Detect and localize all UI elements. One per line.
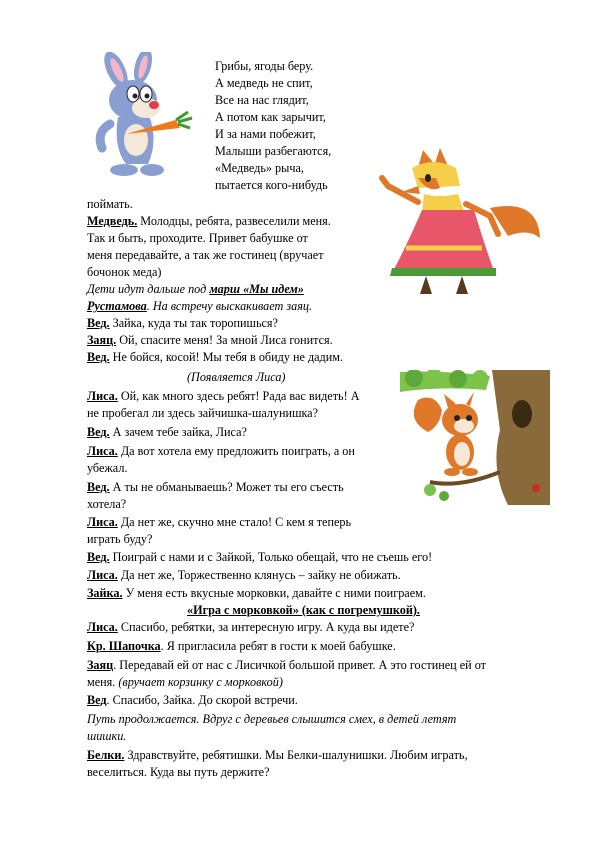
speaker-name: Вед [87, 693, 107, 707]
stage-direction: шишки. [87, 729, 127, 743]
speech-text: Спасибо, ребятки, за интересную игру. А куда вы идете? [117, 620, 415, 634]
stage-direction-text: (вручает корзинку с морковкой) [118, 675, 283, 689]
dialogue-line [87, 424, 247, 441]
speech-text: . Передавай ей от нас с Лисичкой большой привет. А это гостинец ей от [113, 658, 486, 672]
poem-line: Все на нас глядит, [215, 93, 309, 107]
speaker-name: Лиса. [87, 444, 118, 458]
dialogue-line [87, 479, 344, 496]
text-line: хотела? [87, 497, 127, 511]
music-title: марш «Мы идем» [209, 282, 304, 296]
speech-text: Да нет же, Торжественно клянусь – зайку не обижать. [117, 568, 401, 582]
speech-text: Ой, как много здесь ребят! Рада вас видеть! А [117, 389, 360, 403]
text-line: Так и быть, проходите. Привет бабушке от [87, 231, 308, 245]
dialogue-line [87, 692, 298, 709]
dialogue-line [87, 549, 432, 566]
speaker-name: Вед. [87, 480, 110, 494]
speech-text: У меня есть вкусные морковки, давайте с ними поиграем. [122, 586, 426, 600]
dialogue-line [87, 332, 333, 349]
speech-text: Поиграй с нами и с Зайкой, Только обещай, что не съешь его! [109, 550, 433, 564]
poem-line: И за нами побежит, [215, 127, 316, 141]
dialogue-line [87, 619, 414, 636]
speech-text: Да вот хотела ему предложить поиграть, а он [117, 444, 355, 458]
text-line: не пробегал ли здесь зайчишка-шалунишка? [87, 406, 319, 420]
speech-text: А зачем тебе зайка, Лиса? [109, 425, 247, 439]
speech-text: Молодцы, ребята, развеселили меня. [137, 214, 331, 228]
dialogue-line [87, 747, 468, 764]
squirrel-on-tree-illustration [400, 370, 550, 505]
dialogue-line [87, 349, 343, 366]
speaker-name: Белки. [87, 748, 125, 762]
dialogue-line [87, 638, 396, 655]
poem-line: Грибы, ягоды беру. [215, 59, 314, 73]
speaker-name: Вед. [87, 425, 110, 439]
poem-line: пытается кого-нибудь [215, 178, 328, 192]
text-line: веселиться. Куда вы путь держите? [87, 765, 270, 779]
composer-name: Рустамова [87, 299, 147, 313]
dialogue-line [87, 585, 426, 602]
stage-direction: (Появляется Лиса) [187, 370, 286, 384]
text-line: поймать. [87, 197, 133, 211]
speech-text: . Спасибо, Зайка. До скорой встречи. [106, 693, 298, 707]
speech-text: Ой, спасите меня! За мной Лиса гонится. [116, 333, 333, 347]
text-line: убежал. [87, 461, 128, 475]
fox-in-dress-illustration [378, 138, 548, 298]
speech-text: Зайка, куда ты так торопишься? [109, 316, 278, 330]
stage-direction [87, 281, 304, 298]
dialogue-line [87, 443, 355, 460]
speech-text: Здравствуйте, ребятишки. Мы Белки-шалунишки. Любим играть, [124, 748, 468, 762]
stage-direction-text: . На встречу выскакивает заяц. [146, 299, 313, 313]
dialogue-line [87, 657, 486, 674]
dialogue-line [87, 514, 351, 531]
speech-text: Да нет же, скучно мне стало! С кем я теперь [117, 515, 352, 529]
dialogue-line [87, 315, 278, 332]
speaker-name: Лиса. [87, 620, 118, 634]
text-line: меня передавайте, а так же гостинец (вручает [87, 248, 324, 262]
speaker-name: Вед. [87, 316, 110, 330]
text-line [87, 674, 283, 691]
stage-direction [87, 298, 312, 315]
speaker-name: Лиса. [87, 568, 118, 582]
dialogue-line [87, 567, 401, 584]
dialogue-line [87, 388, 360, 405]
poem-line: А медведь не спит, [215, 76, 313, 90]
dialogue-line [87, 213, 331, 230]
speech-text: меня. [87, 675, 119, 689]
speech-text: А ты не обманываешь? Может ты его съесть [109, 480, 344, 494]
speech-text: . Я пригласила ребят в гости к моей бабушке. [160, 639, 396, 653]
speaker-name: Лиса. [87, 515, 118, 529]
game-title: «Игра с морковкой» (как с погремушкой). [187, 603, 420, 617]
speaker-name: Вед. [87, 350, 110, 364]
poem-line: «Медведь» рыча, [215, 161, 304, 175]
stage-direction-text: Дети идут дальше под [87, 282, 210, 296]
poem-line: Малыши разбегаются, [215, 144, 332, 158]
text-line: бочонок меда) [87, 265, 162, 279]
speaker-name: Медведь. [87, 214, 138, 228]
text-line: играть буду? [87, 532, 153, 546]
speaker-name: Лиса. [87, 389, 118, 403]
speaker-name: Кр. Шапочка [87, 639, 161, 653]
speaker-name: Заяц [87, 658, 114, 672]
speaker-name: Зайка. [87, 586, 123, 600]
poem-line: А потом как зарычит, [215, 110, 326, 124]
speech-text: Не бойся, косой! Мы тебя в обиду не дадим. [109, 350, 344, 364]
speaker-name: Вед. [87, 550, 110, 564]
stage-direction: Путь продолжается. Вдруг с деревьев слышится смех, в детей летят [87, 712, 457, 726]
bunny-with-carrot-illustration [88, 52, 198, 177]
speaker-name: Заяц. [87, 333, 117, 347]
